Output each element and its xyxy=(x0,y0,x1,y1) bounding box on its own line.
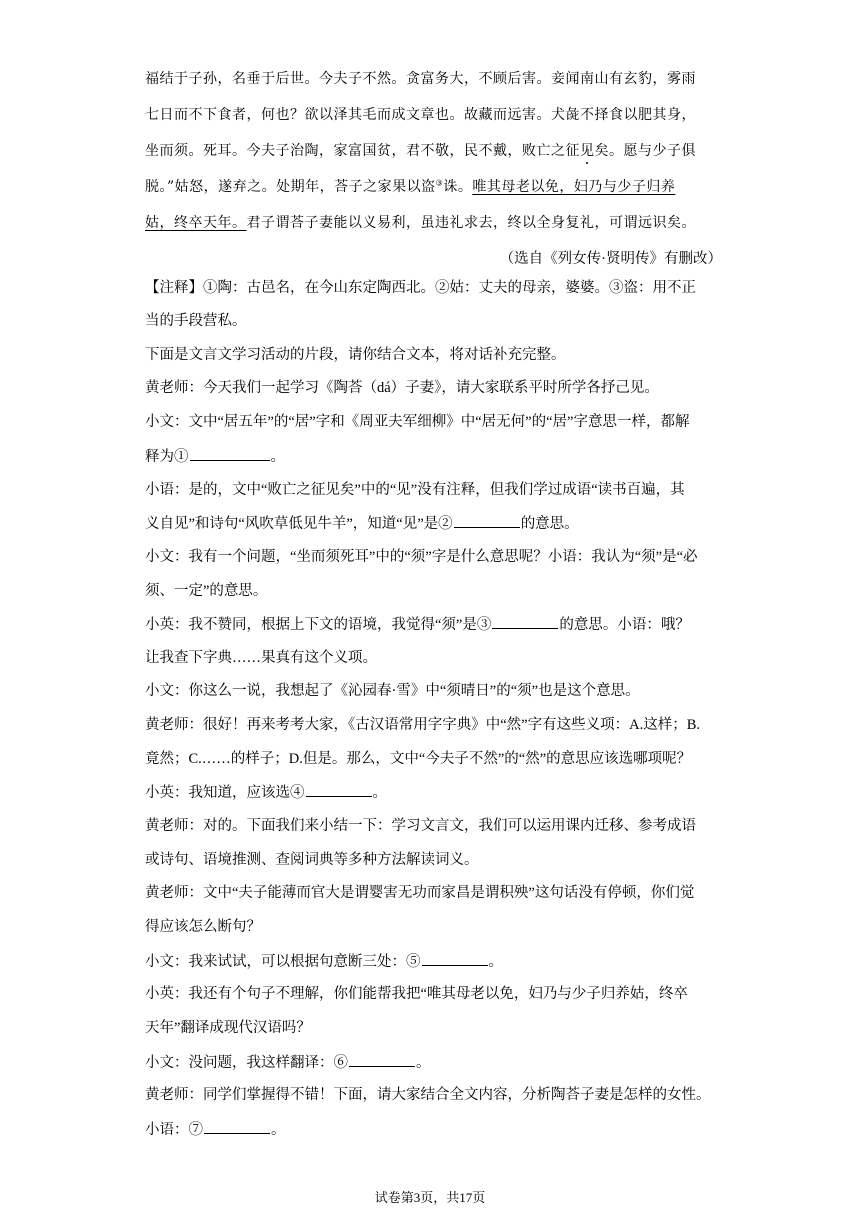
underlined-sentence: 唯其母老以免，妇乃与少子归养 xyxy=(472,179,676,195)
dialogue-line xyxy=(145,513,725,534)
passage-line-1: 福结于子孙，名垂于后世。今夫子不然。贪富务大，不顾后害。妾闻南山有玄豹，雾雨 xyxy=(145,71,696,87)
dialogue-text: 。 xyxy=(416,1055,431,1071)
source-citation: （选自《列女传·贤明传》有删改） xyxy=(499,251,722,267)
emphasis-dot-char: 见 xyxy=(580,143,595,159)
dialogue-line xyxy=(145,1119,725,1140)
dialogue-text: 小文：没问题，我这样翻译：⑥ xyxy=(145,1055,348,1071)
page-footer: 试卷第3页，共17页 xyxy=(374,1190,486,1205)
dialogue-line: 须、一定”的意思。 xyxy=(145,583,268,599)
passage-line-3-tail: 矣。愿与少子俱 xyxy=(594,143,696,159)
dialogue-text: 小英：我不赞同，根据上下文的语境，我觉得“须”是③ xyxy=(145,617,492,633)
dialogue-text: 小英：我知道，应该选④ xyxy=(145,785,305,801)
dialogue-line: 或诗句、语境推测、查阅词典等多种方法解读词义。 xyxy=(145,852,479,868)
answer-blank-3[interactable] xyxy=(492,614,558,629)
footnote-marker: ③ xyxy=(435,178,444,188)
dialogue-line xyxy=(145,614,725,635)
dialogue-line xyxy=(145,782,725,803)
answer-blank-1[interactable] xyxy=(190,446,270,461)
dialogue-text: 的意思。 xyxy=(520,516,579,532)
dialogue-text: 。 xyxy=(270,449,285,465)
passage-line-4-text: 脱。”姑怒，遂弃之。处期年，荅子之家果以盗 xyxy=(145,179,436,195)
dialogue-line: 得应该怎么断句？ xyxy=(145,919,261,935)
passage-line-2: 七日而不下食者，何也？欲以泽其毛而成文章也。故藏而远害。犬彘不择食以肥其身， xyxy=(145,107,696,123)
dialogue-line: 小英：我还有个句子不理解，你们能帮我把“唯其母老以免，妇乃与少子归养姑，终卒 xyxy=(145,986,688,1002)
answer-blank-5[interactable] xyxy=(422,951,488,966)
dialogue-text: 释为① xyxy=(145,449,189,465)
dialogue-line: 小语：是的，文中“败亡之征见矣”中的“见”没有注释，但我们学过成语“读书百遍，其 xyxy=(145,482,685,498)
passage-line-5 xyxy=(145,213,720,233)
answer-blank-4[interactable] xyxy=(306,782,372,797)
passage-line-3-text: 坐而须。死耳。今夫子治陶，家富国贫，君不敬，民不戴，败亡之征 xyxy=(145,143,580,159)
answer-blank-6[interactable] xyxy=(349,1052,415,1067)
dialogue-text: 小语：⑦ xyxy=(145,1122,203,1138)
answer-blank-2[interactable] xyxy=(454,513,520,528)
dialogue-line: 小文：你这么一说，我想起了《沁园春·雪》中“须晴日”的“须”也是这个意思。 xyxy=(145,683,640,699)
dialogue-text: 。 xyxy=(372,785,387,801)
dialogue-line: 黄老师：今天我们一起学习《陶荅（dá）子妻》，请大家联系平时所学各抒己见。 xyxy=(145,380,659,396)
dialogue-line: 黄老师：文中“夫子能薄而官大是谓婴害无功而家昌是谓积殃”这句话没有停顿，你们觉 xyxy=(145,885,695,901)
dialogue-line: 天年”翻译成现代汉语吗？ xyxy=(145,1020,311,1036)
dialogue-line: 小文：我有一个问题，“坐而须死耳”中的“须”字是什么意思呢？小语：我认为“须”是“必 xyxy=(145,549,698,565)
passage-line-5-text: 君子谓荅子妻能以义易利，虽违礼求去，终以全身复礼，可谓远识矣。 xyxy=(246,215,696,231)
dialogue-line: 黄老师：很好！再来考考大家，《古汉语常用字字典》中“然”字有这些义项：A.这样；B. xyxy=(145,717,701,733)
underlined-sentence-end: 姑，终卒天年。 xyxy=(145,215,247,231)
dialogue-text: 小文：我来试试，可以根据句意断三处：⑤ xyxy=(145,954,421,970)
passage-line-4 xyxy=(145,177,720,197)
dialogue-line: 黄老师：同学们掌握得不错！下面，请大家结合全文内容，分析陶荅子妻是怎样的女性。 xyxy=(145,1087,711,1103)
answer-blank-7[interactable] xyxy=(204,1119,270,1134)
passage-line-4-mid: 诛。 xyxy=(443,179,473,195)
dialogue-intro: 下面是文言文学习活动的片段，请你结合文本，将对话补充完整。 xyxy=(145,347,566,363)
dialogue-text: 。 xyxy=(271,1122,286,1138)
dialogue-line: 竟然；C.……的样子；D.但是。那么，文中“今夫子不然”的“然”的意思应该选哪项呢？ xyxy=(145,751,692,767)
dialogue-line: 小文：文中“居五年”的“居”字和《周亚夫军细柳》中“居无何”的“居”字意思一样，都解 xyxy=(145,414,690,430)
notes-line-1: 【注释】①陶：古邑名，在今山东定陶西北。②姑：丈夫的母亲，婆婆。③盗：用不正 xyxy=(145,280,696,296)
dialogue-line xyxy=(145,1052,725,1073)
dialogue-line xyxy=(145,951,725,972)
dialogue-text: 。 xyxy=(488,954,503,970)
dialogue-text: 的意思。小语：哦？ xyxy=(559,617,690,633)
dialogue-text: 义自见”和诗句“风吹草低见牛羊”，知道“见”是② xyxy=(145,516,453,532)
dialogue-line: 让我查下字典……果真有这个义项。 xyxy=(145,650,377,666)
dialogue-line xyxy=(145,446,725,467)
dialogue-line: 黄老师：对的。下面我们来小结一下：学习文言文，我们可以运用课内迁移、参考成语 xyxy=(145,818,696,834)
notes-line-2: 当的手段营私。 xyxy=(145,313,247,329)
passage-line-3 xyxy=(145,141,720,161)
